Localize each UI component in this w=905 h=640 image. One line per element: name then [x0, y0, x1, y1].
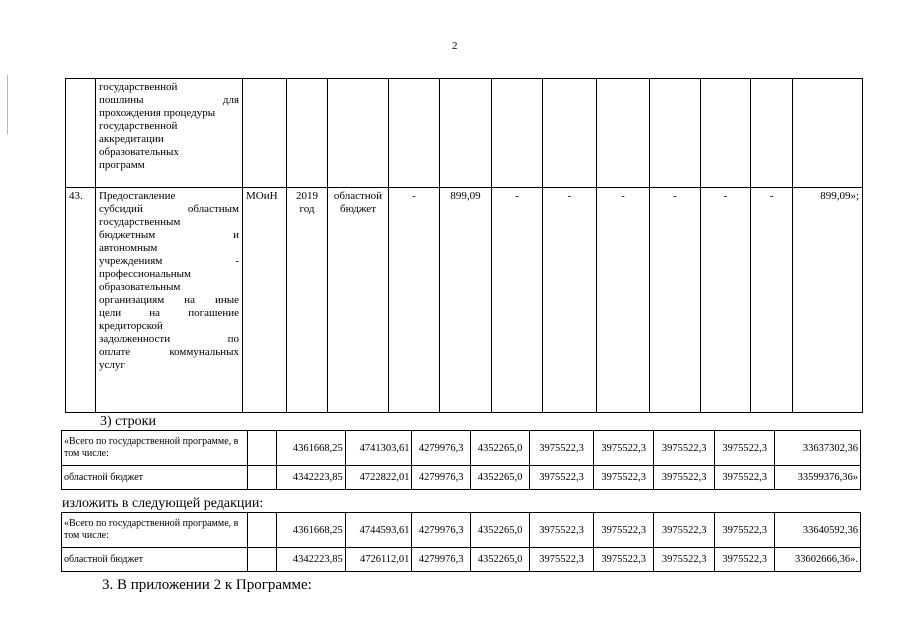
value-cell: - — [701, 188, 751, 413]
value-cell: 4722822,01 — [345, 466, 412, 490]
value-cell: 3975522,3 — [593, 513, 653, 548]
old-totals-table — [61, 430, 861, 490]
table-row — [62, 513, 861, 548]
value-cell: 4352265,0 — [470, 431, 529, 466]
table-row — [66, 79, 863, 188]
value-cell: 3975522,3 — [714, 513, 774, 548]
value-cell: 4279976,3 — [412, 513, 470, 548]
value-cell: 4279976,3 — [412, 431, 470, 466]
value-cell: 4279976,3 — [412, 466, 470, 490]
value-cell: 4741303,61 — [345, 431, 412, 466]
value-cell: - — [492, 188, 543, 413]
page-number: 2 — [452, 40, 458, 52]
value-cell: 3975522,3 — [593, 431, 653, 466]
value-cell: - — [597, 188, 650, 413]
value-cell: 4342223,85 — [276, 548, 345, 572]
total-cell: 33602666,36». — [775, 548, 861, 572]
total-cell: 33599376,36» — [775, 466, 861, 490]
row-label: «Всего по государственной программе, в том числе: — [62, 431, 248, 466]
value-cell: 3975522,3 — [654, 548, 714, 572]
table-row — [62, 548, 861, 572]
activity-name-cell: Предоставление субсидий областным государственным бюджетным и автономным учреждениям - профессиональным образовательным организациям на иные цели на погашение кредиторской задолженности по оплате коммунальных услуг — [96, 188, 243, 413]
table-row — [62, 431, 861, 466]
value-cell: 899,09 — [440, 188, 492, 413]
value-cell: 4279976,3 — [412, 548, 470, 572]
total-cell: 33640592,36 — [775, 513, 861, 548]
value-cell: 3975522,3 — [530, 513, 594, 548]
new-totals-table — [61, 512, 861, 572]
row-number-cell — [66, 79, 96, 188]
value-cell: 3975522,3 — [714, 466, 774, 490]
value-cell: - — [543, 188, 597, 413]
value-cell: 3975522,3 — [714, 548, 774, 572]
row-label: «Всего по государственной программе, в том числе: — [62, 513, 248, 548]
value-cell: - — [751, 188, 793, 413]
value-cell: 3975522,3 — [714, 431, 774, 466]
value-cell: 3975522,3 — [530, 431, 594, 466]
value-cell: 4352265,0 — [470, 466, 529, 490]
year-cell: 2019 год — [287, 188, 328, 413]
value-cell: 4361668,25 — [276, 513, 345, 548]
total-cell: 899,09»; — [793, 188, 863, 413]
value-cell: 3975522,3 — [530, 466, 594, 490]
table-row — [62, 466, 861, 490]
value-cell: 3975522,3 — [654, 513, 714, 548]
row-number-cell: 43. — [66, 188, 96, 413]
value-cell: 4342223,85 — [276, 466, 345, 490]
value-cell: 3975522,3 — [530, 548, 594, 572]
table-row — [66, 188, 863, 413]
scan-margin-line — [7, 75, 8, 135]
activity-name-cell: государственной пошлины для прохождения процедуры государственной аккредитации образовательных программ — [96, 79, 243, 188]
value-cell: 4744593,61 — [345, 513, 412, 548]
value-cell: 3975522,3 — [654, 466, 714, 490]
value-cell: 3975522,3 — [593, 548, 653, 572]
value-cell: 3975522,3 — [593, 466, 653, 490]
edit-label: изложить в следующей редакции: — [62, 496, 264, 511]
value-cell: 4361668,25 — [276, 431, 345, 466]
row-label: областной бюджет — [62, 548, 248, 572]
value-cell: 3975522,3 — [654, 431, 714, 466]
value-cell: 4726112,01 — [345, 548, 412, 572]
value-cell: - — [650, 188, 701, 413]
executor-cell: МОиН — [243, 188, 287, 413]
value-cell: 4352265,0 — [470, 513, 529, 548]
total-cell: 33637302,36 — [775, 431, 861, 466]
funding-source-cell: областной бюджет — [328, 188, 389, 413]
row-label: областной бюджет — [62, 466, 248, 490]
value-cell: - — [389, 188, 440, 413]
value-cell: 4352265,0 — [470, 548, 529, 572]
program-activities-table — [65, 78, 863, 413]
lines-label: 3) строки — [100, 414, 156, 429]
appendix-label: 3. В приложении 2 к Программе: — [102, 577, 312, 593]
